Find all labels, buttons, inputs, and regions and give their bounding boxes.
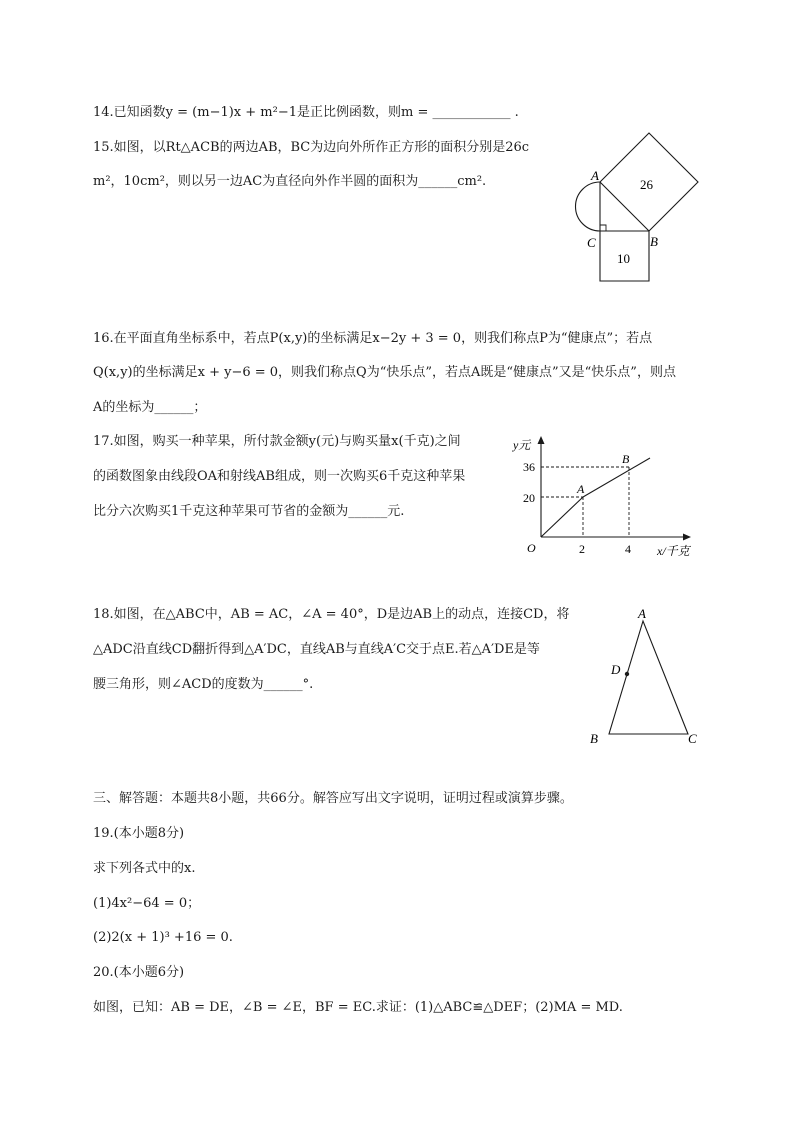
q19-intro: 求下列各式中的x. [93,861,196,876]
q18-line3: 腰三角形，则∠ACD的度数为______°. [93,677,314,692]
section3-heading: 三、解答题：本题共8小题，共66分。解答应写出文字说明，证明过程或演算步骤。 [93,791,573,806]
q17-point-a-label: A [577,482,585,496]
q15-line1: 15.如图，以Rt△ACB的两边AB，BC为边向外所作正方形的面积分别是26c [93,140,530,155]
q15-semicircle [576,182,601,231]
q17-line2: 的函数图象由线段OA和射线AB组成，则一次购买6千克这种苹果 [93,469,466,484]
q17-point-b-label: B [622,452,630,466]
q18-label-c: C [688,731,697,746]
q20-title: 20.(本小题6分) [93,965,185,980]
q15-area-small: 10 [617,251,630,266]
q17-origin-label: O [527,541,536,555]
q15-label-b: B [650,234,658,249]
q18-line2: △ADC沿直线CD翻折得到△A′DC，直线AB与直线A′C交于点E.若△A′DE是等 [93,642,540,657]
q20-text: 如图，已知：AB = DE，∠B = ∠E，BF = EC.求证：(1)△ABC≌△DEF；(2)MA = MD. [93,1000,623,1015]
q15-line2: m²，10cm²，则以另一边AC为直径向外作半圆的面积为______cm². [93,174,487,189]
q15-figure [570,130,710,290]
q17-x-label: x/千克 [657,544,690,558]
q17-x-tick-4: 4 [625,542,631,556]
q17-y-label: y元 [513,438,531,452]
q18-figure [585,603,710,748]
q16-line3: A的坐标为______； [93,400,207,415]
q17-y-tick-20: 20 [523,491,535,505]
q16-line2: Q(x,y)的坐标满足x + y−6 = 0，则我们称点Q为“快乐点”，若点A既是“健康点”又是“快乐点”，则点 [93,365,676,380]
q17-x-axis-arrow [683,534,691,541]
q18-label-a: A [638,606,646,621]
q18-point-d [625,672,629,676]
q17-graph [505,428,705,563]
q15-label-c: C [587,235,596,250]
q18-label-b: B [590,731,598,746]
q18-triangle [609,621,688,734]
q15-right-angle-mark [600,225,606,231]
q17-line3: 比分六次购买1千克这种苹果可节省的金额为______元. [93,504,405,519]
q16-line1: 16.在平面直角坐标系中，若点P(x,y)的坐标满足x−2y + 3 = 0，则我们称点P为“健康点”；若点 [93,331,653,346]
q15-label-a: A [591,168,599,183]
q18-line1: 18.如图，在△ABC中，AB = AC，∠A = 40°，D是边AB上的动点，连接CD，将 [93,607,570,622]
q17-ray-ab [583,458,650,497]
q17-x-tick-2: 2 [579,542,585,556]
q14-text: 14.已知函数y = (m−1)x + m²−1是正比例函数，则m = ____________ . [93,105,519,120]
q19-title: 19.(本小题8分) [93,826,185,841]
q17-line1: 17.如图，购买一种苹果，所付款金额y(元)与购买量x(千克)之间 [93,434,461,449]
q17-y-tick-36: 36 [523,460,535,474]
q18-label-d: D [611,662,621,677]
q17-y-axis-arrow [538,436,545,444]
q15-area-large: 26 [640,177,653,192]
q19-part1: (1)4x²−64 = 0； [93,896,201,911]
q19-part2: (2)2(x + 1)³ +16 = 0. [93,930,233,945]
q17-segment-oa [541,497,583,537]
